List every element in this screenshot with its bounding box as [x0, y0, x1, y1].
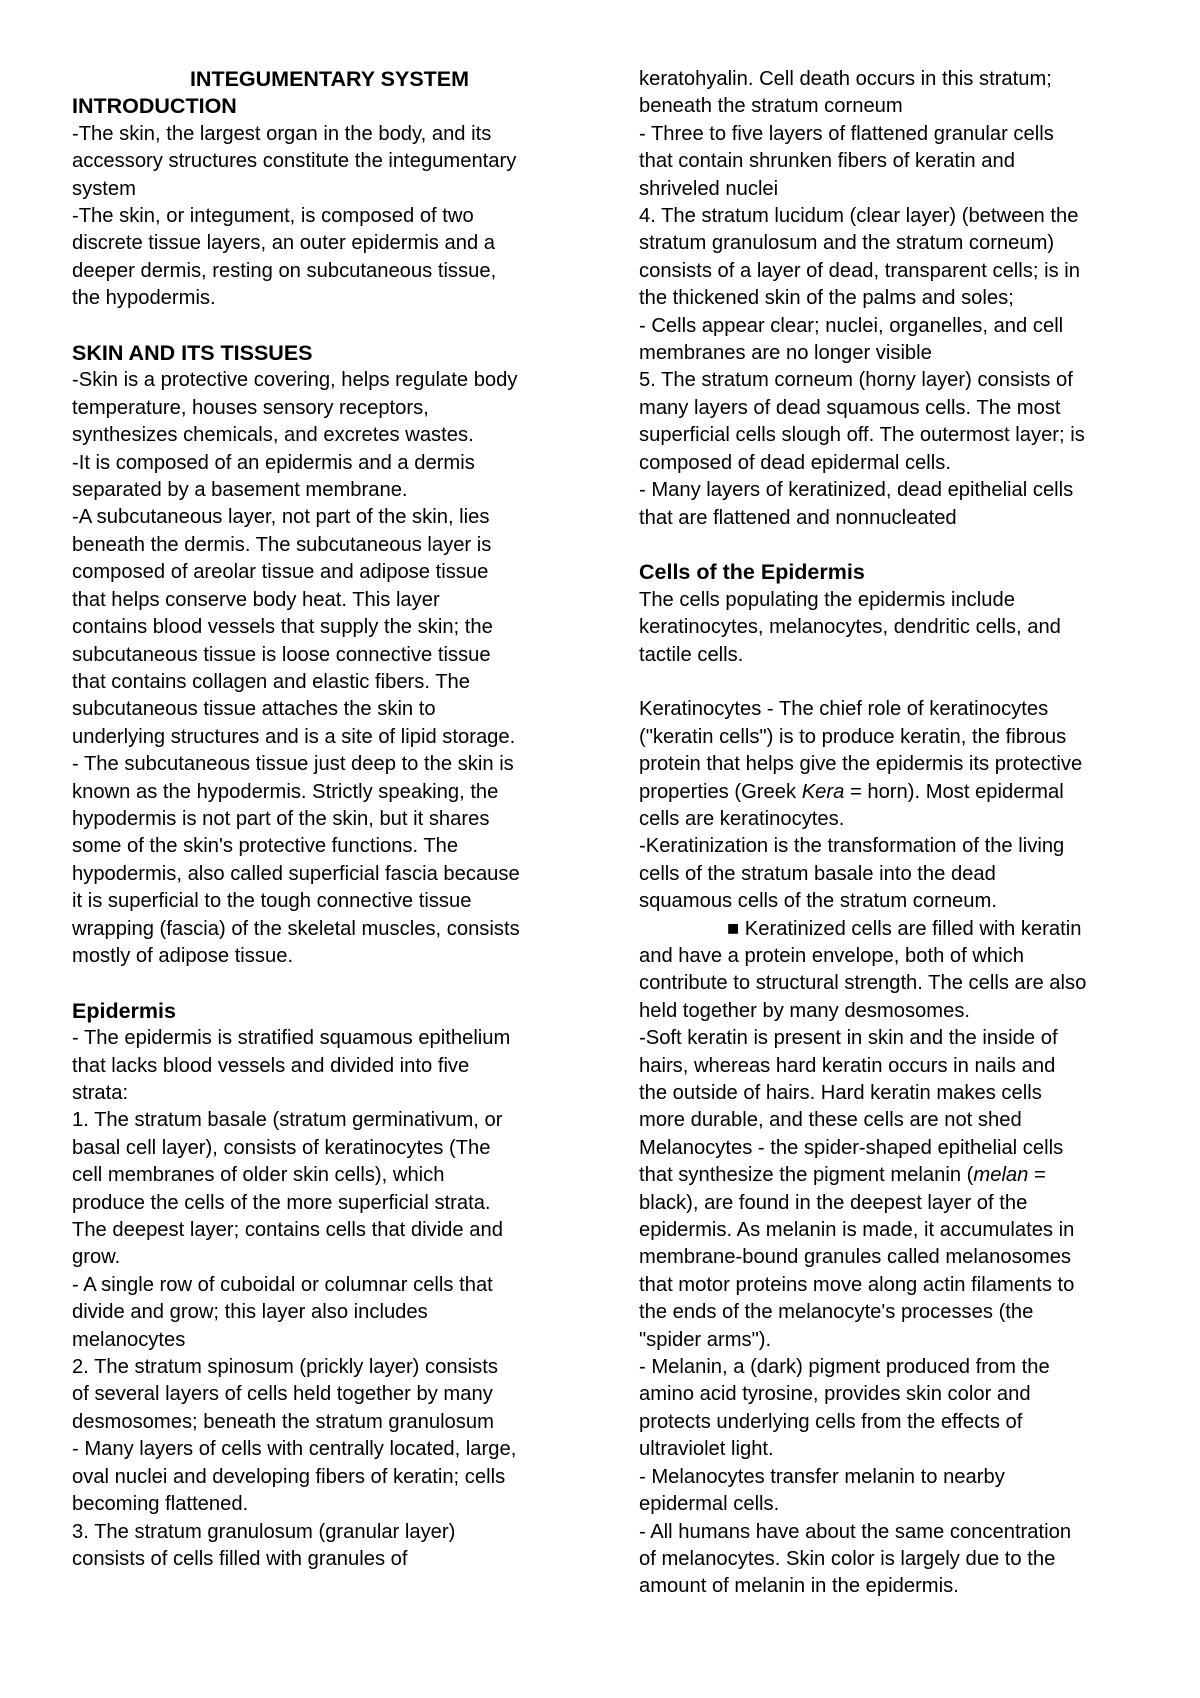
text-line: composed of dead epidermal cells.: [639, 451, 951, 474]
text-line: - All humans have about the same concentration: [639, 1520, 1072, 1543]
text-line: composed of areolar tissue and adipose tissue: [72, 561, 489, 584]
text-line: the thickened skin of the palms and soles;: [639, 287, 1014, 310]
text-line: -Skin is a protective covering, helps regulate body: [72, 369, 518, 392]
italic-term: Kera: [801, 780, 845, 803]
text-line: squamous cells of the stratum corneum.: [639, 890, 997, 913]
text-line: cells of the stratum basale into the dead: [639, 862, 996, 885]
text-line: 5. The stratum corneum (horny layer) consists of: [639, 369, 1073, 392]
spacer: [639, 669, 1139, 696]
text-line: divide and grow; this layer also includes: [72, 1301, 428, 1324]
text-line: membrane-bound granules called melanosomes: [639, 1246, 1072, 1269]
text-run: properties (Greek: [639, 780, 802, 803]
text-line: -Soft keratin is present in skin and the inside of: [639, 1027, 1058, 1050]
text-line: -The skin, or integument, is composed of two: [72, 205, 474, 228]
bullet-line: ■ Keratinized cells are filled with keratin: [727, 917, 1082, 940]
text-line: known as the hypodermis. Strictly speaking, the: [72, 780, 499, 803]
cells-heading: Cells of the Epidermis: [639, 560, 865, 585]
text-line: that contain shrunken fibers of keratin and: [639, 150, 1015, 173]
text-line: - The subcutaneous tissue just deep to the skin is: [72, 753, 514, 776]
spacer: [72, 970, 577, 997]
text-line: 1. The stratum basale (stratum germinativum, or: [72, 1109, 503, 1132]
text-line: - A single row of cuboidal or columnar cells that: [72, 1273, 493, 1296]
text-line: that are flattened and nonnucleated: [639, 506, 957, 529]
text-line: that helps conserve body heat. This layer: [72, 588, 440, 611]
cells-intro-text: [639, 587, 1139, 669]
text-line: the ends of the melanocyte's processes (the: [639, 1301, 1034, 1324]
text-line: hypodermis, also called superficial fascia because: [72, 862, 520, 885]
spacer: [72, 313, 577, 340]
text-line: grow.: [72, 1246, 121, 1269]
skin-tissues-heading: SKIN AND ITS TISSUES: [72, 341, 313, 366]
text-line: strata:: [72, 1082, 129, 1104]
keratinocytes-greek-line: [639, 779, 1139, 806]
text-line: subcutaneous tissue is loose connective tissue: [72, 643, 491, 666]
text-line: deeper dermis, resting on subcutaneous tissue,: [72, 259, 497, 282]
text-line: produce the cells of the more superficial strata.: [72, 1191, 491, 1214]
text-line: that contains collagen and elastic fibers. The: [72, 670, 471, 693]
text-line: separated by a basement membrane.: [72, 479, 408, 502]
melanin-greek-line: [639, 1162, 1139, 1189]
text-line: -It is composed of an epidermis and a dermis: [72, 451, 475, 474]
text-line: superficial cells slough off. The outermost layer; is: [639, 424, 1085, 447]
text-line: of melanocytes. Skin color is largely due to the: [639, 1547, 1056, 1570]
text-line: contains blood vessels that supply the skin; the: [72, 616, 493, 639]
text-line: -The skin, the largest organ in the body, and its: [72, 122, 492, 145]
text-line: many layers of dead squamous cells. The most: [639, 396, 1061, 419]
text-line: beneath the dermis. The subcutaneous layer is: [72, 533, 492, 556]
introduction-heading: INTRODUCTION: [72, 94, 237, 119]
text-line: underlying structures and is a site of lipid storage.: [72, 725, 516, 748]
text-line: accessory structures constitute the integumentary: [72, 150, 517, 173]
text-line: amino acid tyrosine, provides skin color and: [639, 1383, 1031, 1406]
text-line: discrete tissue layers, an outer epidermis and a: [72, 232, 496, 255]
text-line: hypodermis is not part of the skin, but it shares: [72, 807, 490, 830]
keratinocytes-text-a: [639, 696, 1139, 778]
text-line: "spider arms").: [639, 1328, 772, 1351]
text-line: ("keratin cells") is to produce keratin, the fibrous: [639, 725, 1067, 748]
text-line: consists of cells filled with granules of: [72, 1547, 408, 1570]
text-run: = horn). Most epidermal: [844, 780, 1064, 803]
text-line: stratum granulosum and the stratum corneum): [639, 232, 1055, 255]
text-line: - Melanin, a (dark) pigment produced from the: [639, 1356, 1050, 1379]
text-line: 4. The stratum lucidum (clear layer) (between the: [639, 205, 1079, 228]
text-line: Keratinocytes - The chief role of keratinocytes: [639, 698, 1049, 721]
text-line: some of the skin's protective functions. The: [72, 835, 459, 858]
text-line: 2. The stratum spinosum (prickly layer) consists: [72, 1356, 498, 1379]
text-line: melanocytes: [72, 1328, 186, 1351]
text-line: - The epidermis is stratified squamous epithelium: [72, 1027, 511, 1050]
text-line: keratinocytes, melanocytes, dendritic cells, and: [639, 616, 1061, 639]
text-line: becoming flattened.: [72, 1493, 249, 1516]
text-line: -Keratinization is the transformation of the living: [639, 835, 1065, 858]
keratinocytes-text-b: [639, 806, 1139, 916]
text-line: - Many layers of cells with centrally located, large,: [72, 1438, 517, 1461]
right-column: [639, 66, 1139, 1601]
text-run: that synthesize the pigment melanin (: [639, 1164, 974, 1187]
text-line: synthesizes chemicals, and excretes wastes.: [72, 424, 474, 447]
text-line: - Many layers of keratinized, dead epithelial cells: [639, 479, 1074, 502]
text-line: held together by many desmosomes.: [639, 999, 971, 1022]
spacer: [639, 532, 1139, 559]
text-line: the hypodermis.: [72, 287, 216, 310]
text-line: consists of a layer of dead, transparent cells; is in: [639, 259, 1080, 282]
text-line: temperature, houses sensory receptors,: [72, 396, 429, 419]
text-line: more durable, and these cells are not shed: [639, 1109, 1022, 1132]
left-column: [72, 66, 577, 1573]
keratinocytes-text-c: [639, 943, 1139, 1162]
text-line: wrapping (fascia) of the skeletal muscles, consists: [72, 917, 520, 940]
italic-term: melan: [973, 1164, 1029, 1187]
text-line: The deepest layer; contains cells that divide and: [72, 1219, 503, 1242]
text-line: shriveled nuclei: [639, 177, 779, 200]
text-line: tactile cells.: [639, 643, 744, 666]
text-line: - Cells appear clear; nuclei, organelles, and cell: [639, 314, 1064, 337]
text-line: black), are found in the deepest layer of the: [639, 1191, 1028, 1214]
text-line: that lacks blood vessels and divided into five: [72, 1054, 470, 1077]
text-line: mostly of adipose tissue.: [72, 944, 294, 967]
text-line: basal cell layer), consists of keratinocytes (The: [72, 1136, 491, 1159]
text-run: =: [1028, 1164, 1046, 1187]
melanocytes-text: [639, 1190, 1139, 1601]
text-line: that motor proteins move along actin filaments to: [639, 1273, 1075, 1296]
epidermis-text: [72, 1025, 577, 1573]
text-line: and have a protein envelope, both of which: [639, 944, 1024, 967]
text-line: -A subcutaneous layer, not part of the skin, lies: [72, 506, 490, 529]
text-line: - Three to five layers of flattened granular cells: [639, 122, 1054, 145]
text-line: - Melanocytes transfer melanin to nearby: [639, 1465, 1005, 1488]
text-line: subcutaneous tissue attaches the skin to: [72, 698, 436, 721]
text-line: amount of melanin in the epidermis.: [639, 1575, 959, 1598]
text-line: The cells populating the epidermis include: [639, 588, 1015, 611]
text-line: Melanocytes - the spider-shaped epithelial cells: [639, 1136, 1064, 1159]
skin-tissues-text: [72, 367, 577, 970]
text-line: 3. The stratum granulosum (granular layer): [72, 1520, 456, 1543]
text-line: hairs, whereas hard keratin occurs in nails and: [639, 1054, 1056, 1077]
text-line: membranes are no longer visible: [639, 342, 932, 365]
text-line: epidermis. As melanin is made, it accumulates in: [639, 1219, 1075, 1242]
strata-continued-text: [639, 66, 1139, 532]
text-line: epidermal cells.: [639, 1493, 780, 1516]
text-line: desmosomes; beneath the stratum granulosum: [72, 1410, 494, 1433]
epidermis-heading: Epidermis: [72, 998, 176, 1023]
text-line: ultraviolet light.: [639, 1438, 774, 1461]
document-title: INTEGUMENTARY SYSTEM: [189, 67, 470, 91]
text-line: keratohyalin. Cell death occurs in this stratum;: [639, 68, 1052, 90]
text-line: protects underlying cells from the effects of: [639, 1410, 1023, 1433]
introduction-text: [72, 121, 577, 313]
text-line: cells are keratinocytes.: [639, 807, 845, 830]
text-line: system: [72, 177, 136, 200]
text-line: the outside of hairs. Hard keratin makes cells: [639, 1082, 1042, 1104]
text-line: contribute to structural strength. The cells are also: [639, 972, 1087, 995]
text-line: protein that helps give the epidermis its protective: [639, 753, 1083, 776]
text-line: of several layers of cells held together by many: [72, 1383, 493, 1406]
text-line: cell membranes of older skin cells), which: [72, 1164, 445, 1187]
text-line: it is superficial to the tough connective tissue: [72, 890, 472, 913]
text-line: oval nuclei and developing fibers of keratin; cells: [72, 1465, 506, 1488]
text-line: beneath the stratum corneum: [639, 95, 903, 118]
